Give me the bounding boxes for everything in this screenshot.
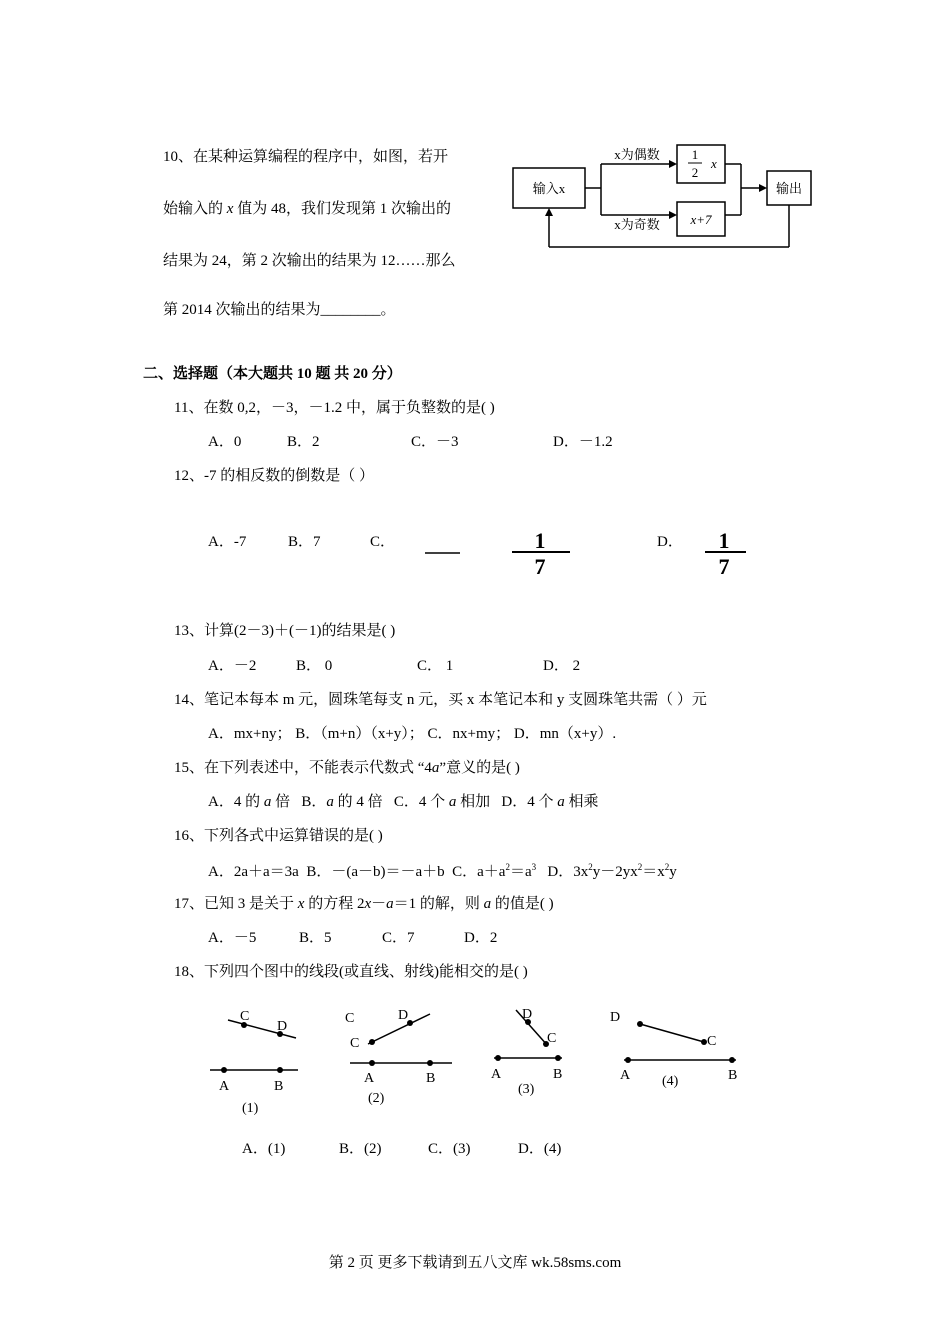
q17-option-b[interactable]: B．5 xyxy=(299,930,332,946)
q18-option-a[interactable]: A．(1) xyxy=(242,1141,286,1157)
q16-option-b[interactable]: B．－(a－b)＝－a＋b xyxy=(306,864,445,880)
q18-text: 18、下列四个图中的线段(或直线、射线)能相交的是( ) xyxy=(174,964,528,980)
q13-option-c[interactable]: C． 1 xyxy=(417,658,454,674)
q13-option-b[interactable]: B． 0 xyxy=(296,658,333,674)
d-numerator: 1 xyxy=(718,528,730,553)
q13-option-a[interactable]: A．－2 xyxy=(208,658,257,674)
fig2-label-c: C xyxy=(345,1011,355,1026)
q17-option-c[interactable]: C．7 xyxy=(382,930,415,946)
fig2-label-d: D xyxy=(398,1008,409,1023)
q17-option-a[interactable]: A．－5 xyxy=(208,930,257,946)
fig2-label-b: B xyxy=(426,1071,436,1086)
q17-text: 17、已知 3 是关于 x 的方程 2x－a＝1 的解，则 a 的值是( ) xyxy=(174,896,554,912)
q18-option-c[interactable]: C．(3) xyxy=(428,1141,471,1157)
figure-2 xyxy=(345,1008,452,1106)
q12-option-b[interactable]: B．7 xyxy=(288,534,321,550)
q11-option-c[interactable]: C．－3 xyxy=(411,434,459,450)
even-label: x为偶数 xyxy=(614,147,660,162)
d-denominator: 7 xyxy=(718,554,730,576)
half-var: x xyxy=(711,156,717,171)
q10-line-2: 始输入的 x 值为 48，我们发现第 1 次输出的 xyxy=(163,201,451,217)
q18-options xyxy=(0,1142,950,1162)
program-flowchart xyxy=(505,135,825,255)
q12-option-a[interactable]: A．-7 xyxy=(208,534,247,550)
fig2-caption: (2) xyxy=(368,1091,385,1106)
fig1-caption: (1) xyxy=(242,1101,259,1116)
q18-option-b[interactable]: B．(2) xyxy=(339,1141,382,1157)
fig4-label-b: B xyxy=(728,1068,738,1083)
q12-fraction-d xyxy=(700,528,760,576)
q15-text: 15、在下列表述中，不能表示代数式 “4a”意义的是( ) xyxy=(174,760,520,776)
page-footer: 第 2 页 更多下载请到五八文库 wk.58sms.com xyxy=(328,1255,622,1271)
fig3-label-c: C xyxy=(547,1031,557,1046)
input-label: 输入x xyxy=(532,181,566,196)
q17-options xyxy=(0,931,950,951)
q15-option-c[interactable]: C．4 个 a 相加 xyxy=(393,794,491,810)
q16-option-a[interactable]: A．2a＋a＝3a xyxy=(208,864,299,880)
fig3-label-d: D xyxy=(522,1007,533,1022)
q14-text: 14、笔记本每本 m 元，圆珠笔每支 n 元，买 x 本笔记本和 y 支圆珠笔共需（ ）元 xyxy=(174,692,707,708)
q15-option-a[interactable]: A．4 的 a 倍 xyxy=(208,794,291,810)
fig2-label-a: A xyxy=(364,1071,375,1086)
q14-options[interactable]: A．mx+ny； B．（m+n）（x+y）； C．nx+my； D．mn（x+y）. xyxy=(208,726,617,742)
output-label: 输出 xyxy=(775,181,803,196)
q18-option-d[interactable]: D．(4) xyxy=(518,1141,562,1157)
q11-option-a[interactable]: A．0 xyxy=(208,434,242,450)
fig1-label-a: A xyxy=(219,1079,230,1094)
q15-options xyxy=(208,795,599,810)
q15-option-d[interactable]: D．4 个 a 相乘 xyxy=(501,794,599,810)
q16-option-c[interactable]: C．$a+a^2=a^3$ xyxy=(452,862,537,880)
q10-line-3: 结果为 24，第 2 次输出的结果为 12……那么 xyxy=(163,253,456,269)
q13-options xyxy=(0,659,950,679)
q13-option-d[interactable]: D． 2 xyxy=(543,658,581,674)
q16-options xyxy=(208,863,677,880)
figure-3 xyxy=(491,1007,562,1097)
q10-line-4: 第 2014 次输出的结果为________。 xyxy=(163,302,396,318)
fig2-label-c2: C xyxy=(350,1036,360,1051)
c-denominator: 7 xyxy=(534,554,546,576)
q11-options xyxy=(0,435,950,455)
half-numerator: 1 xyxy=(691,147,699,162)
q10-line-1: 10、在某种运算编程的程序中，如图，若开 xyxy=(163,149,449,165)
half-denominator: 2 xyxy=(691,165,699,180)
fig4-label-d: D xyxy=(610,1010,621,1025)
half-box xyxy=(677,145,725,183)
q12-option-d[interactable]: D． xyxy=(657,534,683,550)
fig1-label-d: D xyxy=(277,1019,288,1034)
q11-option-b[interactable]: B．2 xyxy=(287,434,320,450)
odd-label: x为奇数 xyxy=(614,217,660,232)
q12-text: 12、-7 的相反数的倒数是（ ） xyxy=(174,468,374,484)
c-numerator: 1 xyxy=(534,528,546,553)
q12-option-c[interactable]: C． xyxy=(370,534,396,550)
q11-text: 11、在数 0,2，－3，－1.2 中，属于负整数的是( ) xyxy=(174,400,495,416)
q12-fraction-c xyxy=(420,528,580,576)
q13-text: 13、计算(2－3)＋(－1)的结果是( ) xyxy=(174,623,396,639)
q15-option-b[interactable]: B．a 的 4 倍 xyxy=(301,794,383,810)
plus7-label: x+7 xyxy=(690,212,712,227)
fig3-caption: (3) xyxy=(518,1082,535,1097)
q11-option-d[interactable]: D．－1.2 xyxy=(553,434,613,450)
figure-4 xyxy=(610,1010,737,1089)
fig1-label-c: C xyxy=(240,1009,250,1024)
section-2-heading: 二、选择题（本大题共 10 题 共 20 分） xyxy=(143,366,402,382)
fig4-caption: (4) xyxy=(662,1074,679,1089)
fig3-label-a: A xyxy=(491,1067,502,1082)
q18-figures xyxy=(200,1000,760,1120)
fig3-label-b: B xyxy=(553,1067,563,1082)
q16-option-d[interactable]: D．$3x^2y-2yx^2=x^2y$ xyxy=(547,862,677,880)
q17-option-d[interactable]: D．2 xyxy=(464,930,498,946)
fig1-label-b: B xyxy=(274,1079,284,1094)
fig4-label-c: C xyxy=(707,1034,717,1049)
q16-text: 16、下列各式中运算错误的是( ) xyxy=(174,828,383,844)
fig4-label-a: A xyxy=(620,1068,631,1083)
figure-1 xyxy=(210,1009,298,1116)
